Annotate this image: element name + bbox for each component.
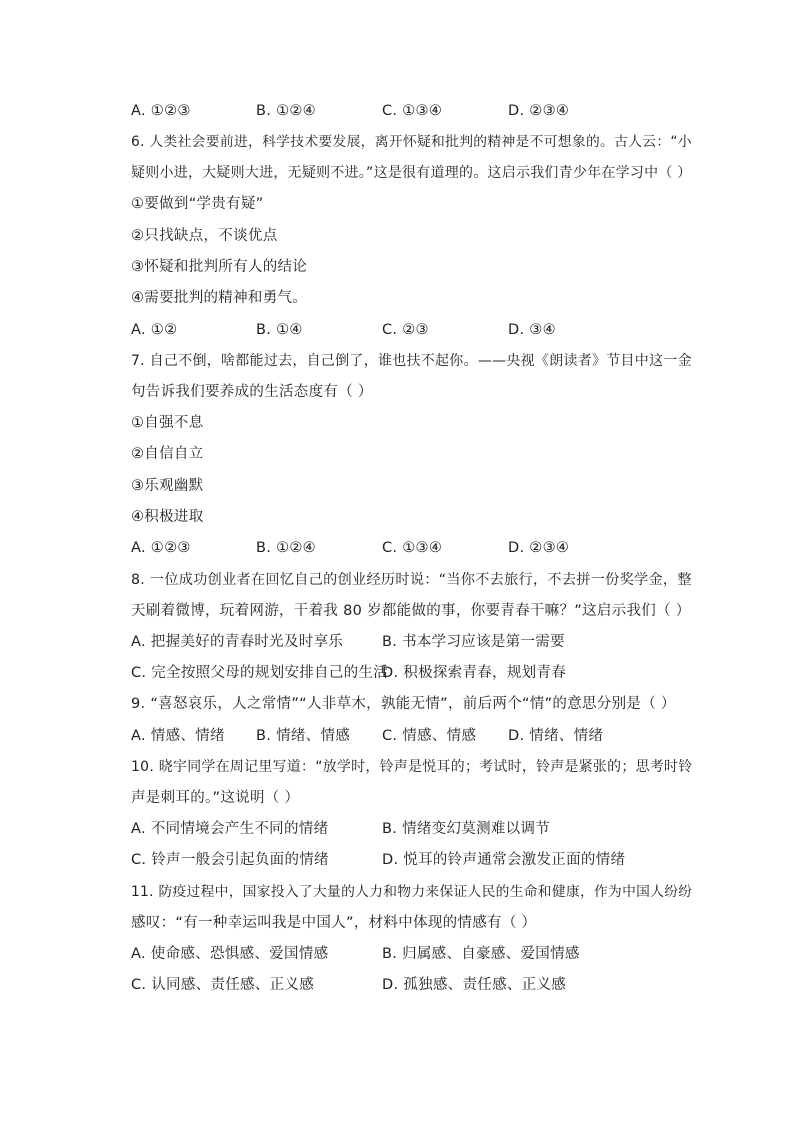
q7-stem-line-1: 7. 自己不倒，啥都能过去，自己倒了，谁也扶不起你。——央视《朗读者》节目中这一金 (131, 353, 692, 369)
q5-option-a: A. ①②③ (131, 103, 191, 119)
q8-option-d: D. 积极探索青春，规划青春 (382, 665, 567, 681)
q6-option-a: A. ①② (131, 322, 178, 338)
q9-option-d: D. 情绪、情绪 (508, 728, 604, 744)
q9-stem-line-1: 9. “喜怒哀乐，人之常情”“人非草木，孰能无情”，前后两个“情”的意思分别是（ ） (131, 696, 676, 712)
q10-option-b: B. 情绪变幻莫测难以调节 (382, 821, 551, 837)
q10-option-a: A. 不同情境会产生不同的情绪 (131, 821, 329, 837)
q11-option-c: C. 认同感、责任感、正义感 (131, 977, 315, 993)
q6-option-c: C. ②③ (382, 322, 429, 338)
q8-stem-line-2: 天刷着微博，玩着网游，干着我 80 岁都能做的事，你要青春干嘛？”这启示我们（ ） (131, 603, 691, 619)
q8-option-c: C. 完全按照父母的规划安排自己的生活 (131, 665, 389, 681)
q9-option-a: A. 情感、情绪 (131, 728, 225, 744)
q7-item-2: ②自信自立 (131, 446, 204, 462)
q6-stem-line-1: 6. 人类社会要前进，科学技术要发展，离开怀疑和批判的精神是不可想象的。古人云：“小 (131, 134, 692, 150)
q6-item-1: ①要做到“学贵有疑” (131, 196, 264, 212)
q8-option-b: B. 书本学习应该是第一需要 (382, 634, 565, 650)
q7-option-d: D. ②③④ (508, 540, 570, 556)
q10-stem-line-1: 10. 晓宇同学在周记里写道：“放学时，铃声是悦耳的；考试时，铃声是紧张的；思考时铃 (131, 759, 693, 775)
q7-option-a: A. ①②③ (131, 540, 191, 556)
q6-option-b: B. ①④ (256, 322, 303, 338)
q6-item-3: ③怀疑和批判所有人的结论 (131, 259, 308, 275)
q5-option-c: C. ①③④ (382, 103, 443, 119)
q7-stem-line-2: 句告诉我们要养成的生活态度有（ ） (131, 384, 373, 400)
q7-option-c: C. ①③④ (382, 540, 443, 556)
q9-option-b: B. 情绪、情感 (256, 728, 351, 744)
q11-option-b: B. 归属感、自豪感、爱国情感 (382, 946, 580, 962)
q6-option-d: D. ③④ (508, 322, 556, 338)
q6-item-4: ④需要批判的精神和勇气。 (131, 290, 308, 306)
q8-option-a: A. 把握美好的青春时光及时享乐 (131, 634, 344, 650)
q11-stem-line-1: 11. 防疫过程中，国家投入了大量的人力和物力来保证人民的生命和健康，作为中国人纷纷 (131, 884, 693, 900)
q6-stem-line-2: 疑则小进，大疑则大进，无疑则不进。”这是很有道理的。这启示我们青少年在学习中（ ） (131, 165, 692, 181)
q10-stem-line-2: 声是刺耳的。”这说明（ ） (131, 790, 300, 806)
q11-option-d: D. 孤独感、责任感、正义感 (382, 977, 567, 993)
q7-item-4: ④积极进取 (131, 509, 204, 525)
q10-option-d: D. 悦耳的铃声通常会激发正面的情绪 (382, 852, 626, 868)
q5-option-d: D. ②③④ (508, 103, 570, 119)
q11-option-a: A. 使命感、恐惧感、爱国情感 (131, 946, 329, 962)
q7-item-1: ①自强不息 (131, 415, 204, 431)
q6-item-2: ②只找缺点，不谈优点 (131, 228, 278, 244)
q10-option-c: C. 铃声一般会引起负面的情绪 (131, 852, 329, 868)
q11-stem-line-2: 感叹：“有一种幸运叫我是中国人”，材料中体现的情感有（ ） (131, 915, 537, 931)
q5-option-b: B. ①②④ (256, 103, 316, 119)
q9-option-c: C. 情感、情感 (382, 728, 477, 744)
q8-stem-line-1: 8. 一位成功创业者在回忆自己的创业经历时说：“当你不去旅行，不去拼一份奖学金，整 (131, 572, 692, 588)
q7-item-3: ③乐观幽默 (131, 478, 204, 494)
q7-option-b: B. ①②④ (256, 540, 316, 556)
